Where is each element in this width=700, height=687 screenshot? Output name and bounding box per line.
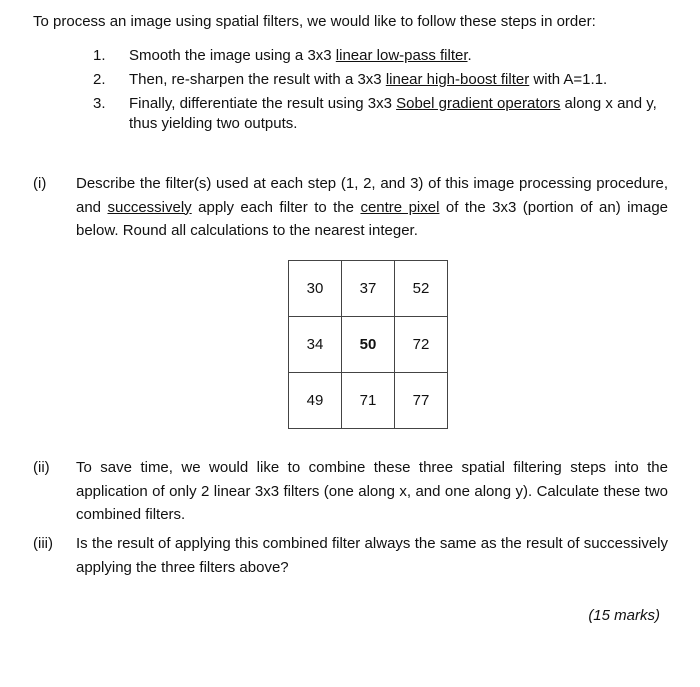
question-text: Is the result of applying this combined filter always the same as the result of successively applying the three filters above? [76,535,668,576]
step-text-end: with A=1.1. [529,71,608,88]
intro-text: To process an image using spatial filters, we would like to follow these steps in order: [33,13,596,30]
grid-row [289,373,448,429]
step-1 [93,46,678,66]
pixel-grid [288,260,448,429]
question-label: (ii) [33,459,50,476]
question-text-mid: apply each filter to the [191,198,361,216]
emphasis-term: successively [107,198,192,216]
step-text: Finally, differentiate the result using 3x3 [129,95,397,112]
grid-cell: 72 [395,317,448,373]
emphasis-term: centre pixel [360,198,440,216]
step-term: linear high-boost filter [385,71,530,88]
question-text-end: of the 3x3 (portion of an) image below. Round all calculations to the nearest integer. [76,198,668,239]
grid-cell: 52 [395,261,448,317]
marks-label: (15 marks) [588,607,660,624]
question-text: Describe the filter(s) used at each step (1, 2, and 3) of this image processing procedure, and [76,175,668,216]
question-label: (iii) [33,535,53,552]
grid-cell: 77 [395,373,448,429]
question-ii [33,456,668,527]
question-iii [33,532,668,579]
grid-cell: 49 [289,373,342,429]
question-i [33,172,668,243]
grid-row [289,261,448,317]
step-number: 3. [93,95,106,112]
step-2 [93,70,678,90]
step-text: Smooth the image using a 3x3 [129,47,336,64]
grid-cell: 71 [342,373,395,429]
step-text: Then, re-sharpen the result with a 3x3 [129,71,386,88]
step-text-end: along x and y, thus yielding two outputs. [129,95,657,132]
step-number: 2. [93,71,106,88]
steps-list [93,46,678,134]
grid-cell: 37 [342,261,395,317]
step-text-end: . [467,47,472,64]
step-term: linear low-pass filter [335,47,468,64]
grid-center-cell: 50 [342,317,395,373]
step-term: Sobel gradient operators [396,95,561,112]
grid-row [289,317,448,373]
question-text: To save time, we would like to combine these three spatial filtering steps into the application of only 2 linear 3x3 filters (one along x, and one along y). Calculate these two combined filters. [76,459,668,523]
grid-cell: 34 [289,317,342,373]
step-number: 1. [93,47,106,64]
question-label: (i) [33,175,47,192]
step-3 [93,94,678,134]
grid-cell: 30 [289,261,342,317]
